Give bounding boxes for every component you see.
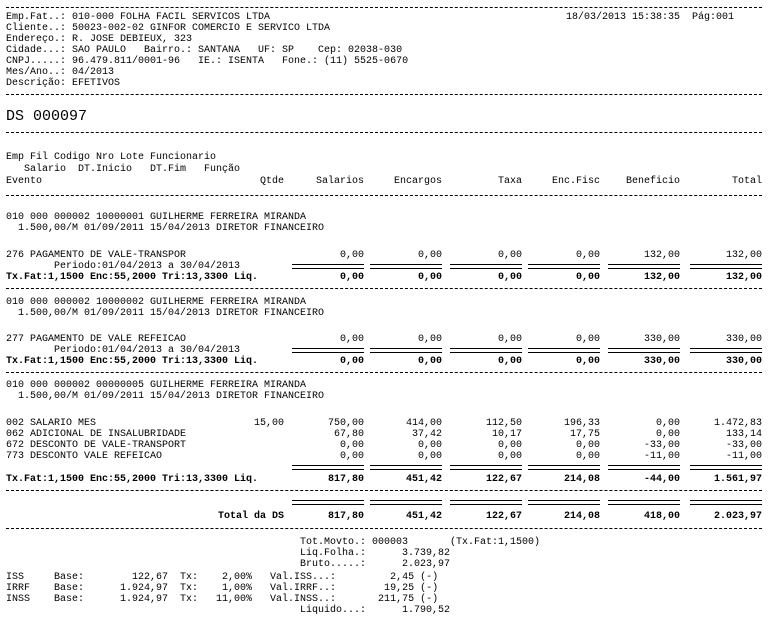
taxa: 112,50 <box>485 418 522 429</box>
separator <box>6 7 762 8</box>
enc-fisc: 0,00 <box>575 440 600 451</box>
separator <box>6 288 762 289</box>
beneficio: -33,00 <box>643 440 680 451</box>
total: 132,00 <box>725 272 762 283</box>
evento: 277 PAGAMENTO DE VALE REFEICAO <box>6 334 187 345</box>
qtde: 15,00 <box>253 418 284 429</box>
beneficio: -11,00 <box>643 451 680 462</box>
taxa: 0,00 <box>497 334 522 345</box>
salarios: 0,00 <box>339 272 364 283</box>
enc-fisc: 0,00 <box>575 451 600 462</box>
enc-fisc: 0,00 <box>575 356 600 367</box>
encargos: 451,42 <box>405 474 442 485</box>
taxa: 122,67 <box>485 511 522 522</box>
evento: 002 SALARIO MES <box>6 418 97 429</box>
employee-line: 010 000 000002 10000001 GUILHERME FERREIRA MIRANDA <box>6 212 307 223</box>
encargos: 0,00 <box>417 334 442 345</box>
cliente: Cliente..: 50023-002-02 GINFOR COMERCIO E SERVICO LTDA <box>6 23 331 34</box>
double-rule <box>528 465 600 470</box>
descricao: Descrição: EFETIVOS <box>6 78 121 89</box>
total: 330,00 <box>725 334 762 345</box>
double-rule <box>450 500 522 505</box>
liq-folha: Liq.Folha.: 3.739,82 <box>300 548 451 559</box>
column-header-line2: Salario DT.Inicio DT.Fim Função <box>6 164 241 175</box>
double-rule <box>450 264 522 269</box>
double-rule <box>690 500 762 505</box>
double-rule <box>450 465 522 470</box>
double-rule <box>608 500 680 505</box>
beneficio: 330,00 <box>643 356 680 367</box>
encargos: 0,00 <box>417 272 442 283</box>
beneficio: 0,00 <box>655 429 680 440</box>
enc-fisc: 214,08 <box>563 474 600 485</box>
irrf-line: IRRF Base: 1.924,97 Tx: 1,00% Val.IRRF..: 19,25 (-) <box>6 583 439 594</box>
double-rule <box>292 500 364 505</box>
encargos: 37,42 <box>411 429 442 440</box>
double-rule <box>528 348 600 353</box>
total: 330,00 <box>725 356 762 367</box>
double-rule <box>370 348 442 353</box>
beneficio: 132,00 <box>643 272 680 283</box>
column-header-salarios: Salarios <box>315 176 364 187</box>
total: -33,00 <box>725 440 762 451</box>
double-rule <box>292 264 364 269</box>
grand-total-label: Total da DS <box>217 511 284 522</box>
total: -11,00 <box>725 451 762 462</box>
totals-label: Tx.Fat:1,1500 Enc:55,2000 Tri:13,3300 Liq. <box>6 474 259 485</box>
enc-fisc: 0,00 <box>575 334 600 345</box>
cidade: Cidade...: SAO PAULO Bairro.: SANTANA UF: SP Cep: 02038-030 <box>6 45 403 56</box>
column-header-beneficio: Beneficio <box>625 176 680 187</box>
tot-movto: Tot.Movto.: 000003 (Tx.Fat:1,1500) <box>300 537 541 548</box>
encargos: 0,00 <box>417 451 442 462</box>
salarios: 0,00 <box>339 440 364 451</box>
separator <box>6 132 762 133</box>
encargos: 414,00 <box>405 418 442 429</box>
double-rule <box>370 465 442 470</box>
iss-line: ISS Base: 122,67 Tx: 2,00% Val.ISS...: 2,45 (-) <box>6 572 439 583</box>
employee-line: 010 000 000002 00000005 GUILHERME FERREIRA MIRANDA <box>6 380 307 391</box>
bruto: Bruto.....: 2.023,97 <box>300 559 451 570</box>
double-rule <box>528 500 600 505</box>
enc-fisc: 0,00 <box>575 272 600 283</box>
liquido: Liquido...: 1.790,52 <box>300 605 451 616</box>
total: 1.561,97 <box>713 474 762 485</box>
double-rule <box>690 264 762 269</box>
double-rule <box>370 500 442 505</box>
employee-info: 1.500,00/M 01/09/2011 15/04/2013 DIRETOR FINANCEIRO <box>6 391 325 402</box>
emp-fat: Emp.Fat..: 010-000 FOLHA FACIL SERVICOS LTDA <box>6 12 271 23</box>
salarios: 0,00 <box>339 451 364 462</box>
taxa: 10,17 <box>491 429 522 440</box>
double-rule <box>292 465 364 470</box>
totals-label: Tx.Fat:1,1500 Enc:55,2000 Tri:13,3300 Liq. <box>6 356 259 367</box>
separator <box>6 94 762 95</box>
enc-fisc: 0,00 <box>575 250 600 261</box>
double-rule <box>528 264 600 269</box>
page-title: DS 000097 <box>6 108 88 125</box>
total: 2.023,97 <box>713 511 762 522</box>
endereco: Endereço.: R. JOSE DEBIEUX, 323 <box>6 34 193 45</box>
evento: 672 DESCONTO DE VALE-TRANSPORT <box>6 440 187 451</box>
separator <box>6 490 762 491</box>
taxa: 0,00 <box>497 356 522 367</box>
salarios: 67,80 <box>333 429 364 440</box>
datetime-page: 18/03/2013 15:38:35 Pág:001 <box>566 12 735 23</box>
beneficio: 0,00 <box>655 418 680 429</box>
encargos: 0,00 <box>417 250 442 261</box>
column-header-line1: Emp Fil Codigo Nro Lote Funcionario <box>6 152 217 163</box>
salarios: 0,00 <box>339 250 364 261</box>
employee-info: 1.500,00/M 01/09/2011 15/04/2013 DIRETOR FINANCEIRO <box>6 308 325 319</box>
double-rule <box>608 264 680 269</box>
encargos: 0,00 <box>417 356 442 367</box>
encargos: 0,00 <box>417 440 442 451</box>
enc-fisc: 214,08 <box>563 511 600 522</box>
taxa: 122,67 <box>485 474 522 485</box>
column-header-total: Total <box>731 176 762 187</box>
inss-line: INSS Base: 1.924,97 Tx: 11,00% Val.INSS..: 211,75 (-) <box>6 594 439 605</box>
taxa: 0,00 <box>497 272 522 283</box>
double-rule <box>450 348 522 353</box>
double-rule <box>690 348 762 353</box>
taxa: 0,00 <box>497 250 522 261</box>
salarios: 0,00 <box>339 334 364 345</box>
double-rule <box>608 348 680 353</box>
beneficio: 330,00 <box>643 334 680 345</box>
double-rule <box>292 348 364 353</box>
periodo: Periodo:01/04/2013 a 30/04/2013 <box>6 261 241 272</box>
double-rule <box>370 264 442 269</box>
beneficio: -44,00 <box>643 474 680 485</box>
separator <box>6 528 762 529</box>
salarios: 0,00 <box>339 356 364 367</box>
salarios: 817,80 <box>327 474 364 485</box>
mes-ano: Mes/Ano..: 04/2013 <box>6 67 115 78</box>
employee-info: 1.500,00/M 01/09/2011 15/04/2013 DIRETOR FINANCEIRO <box>6 223 325 234</box>
evento: 276 PAGAMENTO DE VALE-TRANSPOR <box>6 250 187 261</box>
enc-fisc: 17,75 <box>569 429 600 440</box>
double-rule <box>690 465 762 470</box>
totals-label: Tx.Fat:1,1500 Enc:55,2000 Tri:13,3300 Liq. <box>6 272 259 283</box>
column-header-qtde: Qtde <box>259 176 284 187</box>
separator <box>6 372 762 373</box>
separator <box>6 195 762 196</box>
encargos: 451,42 <box>405 511 442 522</box>
evento: 062 ADICIONAL DE INSALUBRIDADE <box>6 429 187 440</box>
total: 1.472,83 <box>713 418 762 429</box>
column-header-taxa: Taxa <box>497 176 522 187</box>
employee-line: 010 000 000002 10000002 GUILHERME FERREIRA MIRANDA <box>6 297 307 308</box>
taxa: 0,00 <box>497 451 522 462</box>
column-header-enc-fisc: Enc.Fisc <box>551 176 600 187</box>
column-header-encargos: Encargos <box>393 176 442 187</box>
total: 133,14 <box>725 429 762 440</box>
double-rule <box>608 465 680 470</box>
evento: 773 DESCONTO VALE REFEICAO <box>6 451 163 462</box>
beneficio: 418,00 <box>643 511 680 522</box>
salarios: 750,00 <box>327 418 364 429</box>
periodo: Periodo:01/04/2013 a 30/04/2013 <box>6 345 241 356</box>
salarios: 817,80 <box>327 511 364 522</box>
enc-fisc: 196,33 <box>563 418 600 429</box>
beneficio: 132,00 <box>643 250 680 261</box>
cnpj: CNPJ.....: 96.479.811/0001-96 IE.: ISENTA Fone.: (11) 5525-0670 <box>6 56 409 67</box>
taxa: 0,00 <box>497 440 522 451</box>
total: 132,00 <box>725 250 762 261</box>
column-header-evento: Evento <box>6 176 43 187</box>
